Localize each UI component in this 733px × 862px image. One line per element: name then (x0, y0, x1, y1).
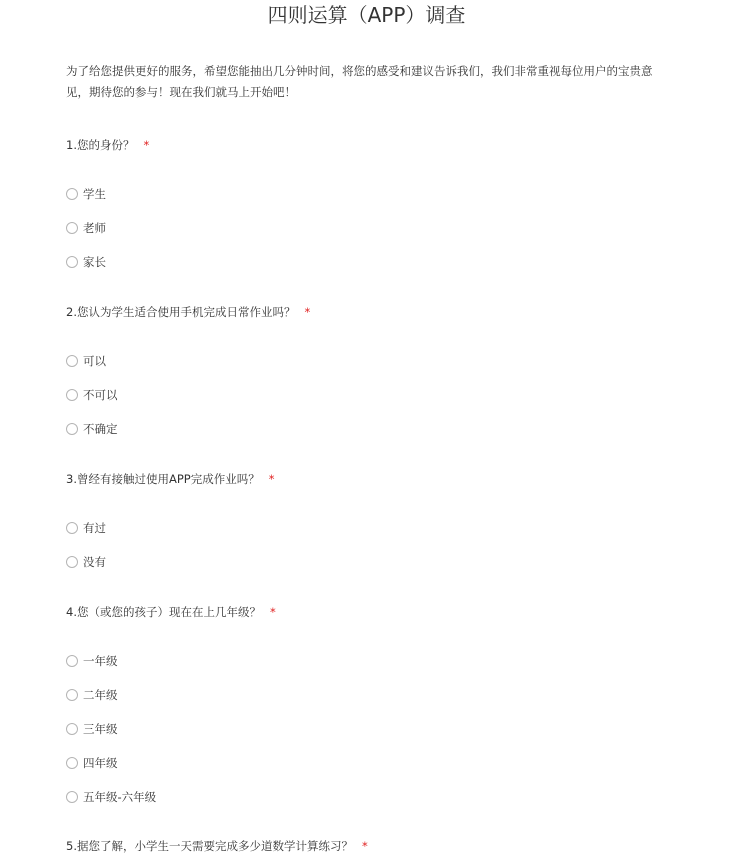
option-q3-yes[interactable] (66, 520, 106, 536)
radio-button[interactable] (66, 188, 78, 200)
option-label: 二年级 (83, 688, 118, 702)
radio-button[interactable] (66, 757, 78, 769)
radio-button[interactable] (66, 689, 78, 701)
option-q4-grade2[interactable] (66, 687, 118, 703)
option-q3-no[interactable] (66, 554, 106, 570)
required-mark: * (143, 138, 150, 152)
option-label: 没有 (83, 555, 106, 569)
radio-button[interactable] (66, 723, 78, 735)
radio-button[interactable] (66, 222, 78, 234)
option-q4-grade5-6[interactable] (66, 789, 156, 805)
option-q1-student[interactable] (66, 186, 106, 202)
option-q1-teacher[interactable] (66, 220, 106, 236)
radio-button[interactable] (66, 389, 78, 401)
option-q4-grade4[interactable] (66, 755, 118, 771)
required-mark: * (269, 605, 276, 619)
option-label: 三年级 (83, 722, 118, 736)
required-mark: * (361, 839, 368, 853)
radio-button[interactable] (66, 655, 78, 667)
question-2 (66, 304, 310, 320)
question-3-label: 3.曾经有接触过使用APP完成作业吗？ (66, 472, 260, 486)
question-2-label: 2.您认为学生适合使用手机完成日常作业吗？ (66, 305, 296, 319)
option-q4-grade1[interactable] (66, 653, 118, 669)
option-q2-no[interactable] (66, 387, 118, 403)
option-label: 五年级-六年级 (83, 790, 157, 804)
option-label: 家长 (83, 255, 106, 269)
option-q2-yes[interactable] (66, 353, 106, 369)
radio-button[interactable] (66, 256, 78, 268)
option-q2-unsure[interactable] (66, 421, 118, 437)
question-4-label: 4.您（或您的孩子）现在在上几年级？ (66, 605, 261, 619)
radio-button[interactable] (66, 522, 78, 534)
question-5-label: 5.据您了解，小学生一天需要完成多少道数学计算练习？ (66, 839, 353, 853)
option-label: 老师 (83, 221, 106, 235)
option-label: 不确定 (83, 422, 118, 436)
required-mark: * (304, 305, 311, 319)
option-label: 学生 (83, 187, 106, 201)
question-3 (66, 471, 274, 487)
radio-button[interactable] (66, 423, 78, 435)
radio-button[interactable] (66, 791, 78, 803)
survey-intro: 为了给您提供更好的服务，希望您能抽出几分钟时间，将您的感受和建议告诉我们，我们非常重视每位用户的宝贵意见，期待您的参与！现在我们就马上开始吧！ (66, 64, 653, 99)
option-label: 有过 (83, 521, 106, 535)
option-label: 不可以 (83, 388, 118, 402)
survey-title: 四则运算（APP）调查 (267, 3, 466, 27)
question-1 (66, 137, 149, 153)
required-mark: * (268, 472, 275, 486)
option-label: 可以 (83, 354, 106, 368)
radio-button[interactable] (66, 355, 78, 367)
option-q1-parent[interactable] (66, 254, 106, 270)
question-1-label: 1.您的身份？ (66, 138, 135, 152)
question-4 (66, 604, 276, 620)
option-label: 一年级 (83, 654, 118, 668)
radio-button[interactable] (66, 556, 78, 568)
option-q4-grade3[interactable] (66, 721, 118, 737)
option-label: 四年级 (83, 756, 118, 770)
question-5 (66, 838, 368, 854)
